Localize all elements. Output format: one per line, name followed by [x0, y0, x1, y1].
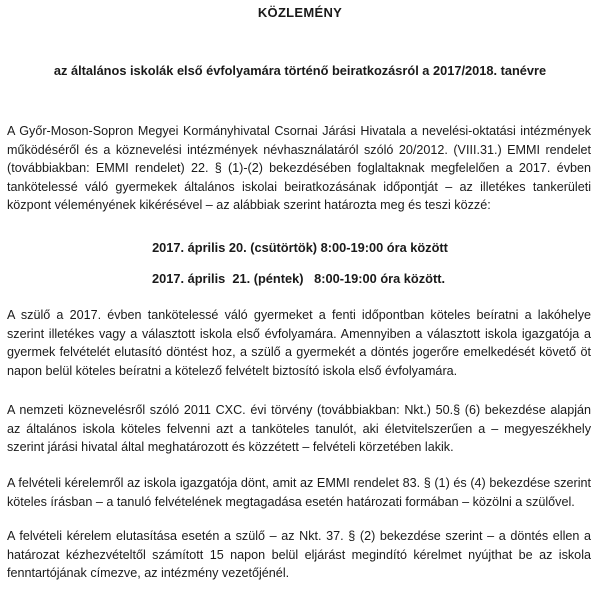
document-title: KÖZLEMÉNY [257, 5, 343, 20]
paragraph-parent-obligation: A szülő a 2017. évben tankötelessé váló gyermeket a fenti időpontban köteles beíratni a lakóhelye szerint illetékes vagy a választott iskola első évfolyamára. Amennyiben a választott iskola igazgatója a gyermek felvételét elutasító döntést hoz, a szülő a gyermekét a döntés jogerőre emelkedését követő öt napon belül köteles beíratni a kötelező felvételt biztosító iskola első évfolyamára. [7, 308, 591, 378]
enrollment-date-2: 2017. április 21. (péntek) 8:00-19:00 óra között. [152, 271, 446, 286]
paragraph-appeal: A felvételi kérelem elutasítása esetén a szülő – az Nkt. 37. § (2) bekezdése szerint – a döntés ellen a határozat kézhezvételtől számított 15 napon belül eljárást megindító kérelmet nyújthat be az iskola fenntartójának címezve, az intézmény vezetőjénél. [7, 529, 591, 581]
enrollment-date-1: 2017. április 20. (csütörtök) 8:00-19:00 óra között [152, 240, 448, 255]
document-subtitle: az általános iskolák első évfolyamára történő beiratkozásról a 2017/2018. tanévre [53, 63, 547, 78]
paragraph-intro: A Győr-Moson-Sopron Megyei Kormányhivatal Csornai Járási Hivatala a nevelési-oktatási intézmények működéséről és a köznevelési intézmények névhasználatáról szóló 20/2012. (VIII.31.) EMMI rendelet (továbbiakban: EMMI rendelet) 22. § (1)-(2) bekezdésében foglaltaknak megfelelően a 2017. évben tankötelessé váló gyermekek általános iskolai beiratkozásának időpontját – az illetékes tankerületi központ véleményének kikérésével – az alábbiak szerint határozta meg és teszi közzé: [7, 124, 591, 213]
paragraph-decision: A felvételi kérelemről az iskola igazgatója dönt, amit az EMMI rendelet 83. § (1) és (4) bekezdése szerint köteles írásban – a tanuló felvételének megtagadása esetén határozati formában – közölni a szülővel. [7, 476, 591, 509]
paragraph-school-admission: A nemzeti köznevelésről szóló 2011 CXC. évi törvény (továbbiakban: Nkt.) 50.§ (6) bekezdése alapján az általános iskola köteles felvenni azt a tanköteles tanulót, aki életvitelszerűen a – megyeszékhely szerint járási hivatal által meghatározott és közzétett – felvételi körzetében lakik. [7, 403, 591, 455]
